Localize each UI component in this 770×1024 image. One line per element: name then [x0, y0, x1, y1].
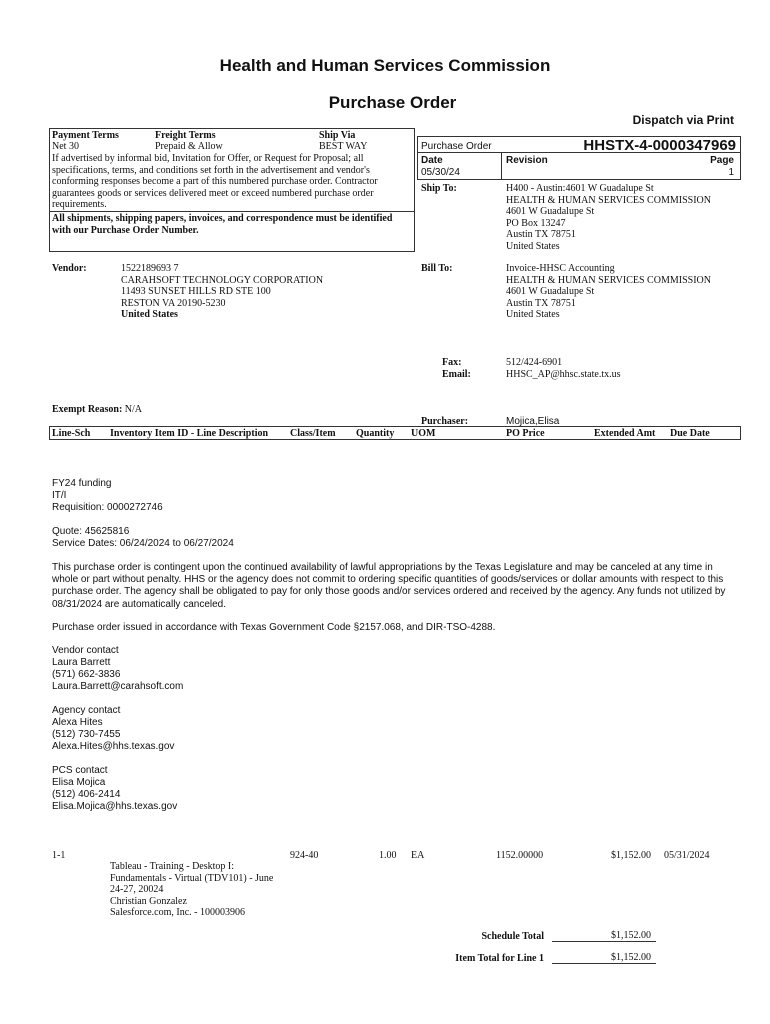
revision-label: Revision — [506, 155, 548, 166]
document-title: Purchase Order — [328, 93, 457, 112]
item-quantity: 1.00 — [379, 850, 397, 861]
bill-to-line: Invoice-HHSC Accounting — [506, 263, 615, 274]
col-due-date: Due Date — [670, 428, 710, 439]
vendor-contact-line: (571) 662-3836 — [52, 669, 121, 680]
ship-to-line: United States — [506, 240, 560, 252]
vendor-line: RESTON VA 20190-5230 — [121, 297, 226, 309]
pcs-contact-line: Elisa.Mojica@hhs.texas.gov — [52, 801, 178, 812]
vendor-contact-line: Vendor contact — [52, 645, 119, 656]
col-item-desc: Inventory Item ID - Line Description — [110, 428, 269, 439]
dispatch-label: Dispatch via Print — [632, 113, 734, 127]
note-line: Service Dates: 06/24/2024 to 06/27/2024 — [52, 538, 234, 549]
shipment-notice: All shipments, shipping papers, invoices, and correspondence must be identified with our Purchase Order Number. — [52, 213, 393, 236]
bill-to-label: Bill To: — [421, 263, 453, 274]
vendor-label: Vendor: — [52, 263, 87, 274]
agency-title: Health and Human Services Commission — [219, 56, 551, 75]
item-description-line: Christian Gonzalez — [110, 895, 187, 907]
fax-value: 512/424-6901 — [506, 357, 563, 368]
item-description-line: Salesforce.com, Inc. - 100003906 — [110, 907, 245, 918]
page-label: Page — [710, 155, 734, 166]
fax-label: Fax: — [442, 357, 462, 368]
ship-to-label: Ship To: — [421, 183, 457, 194]
terms-divider — [49, 211, 414, 212]
ship-to-line: Austin TX 78751 — [506, 229, 576, 240]
ship-via-value: BEST WAY — [319, 141, 368, 152]
exempt-reason-label: Exempt Reason: — [52, 404, 123, 415]
vendor-line: 1522189693 7 — [121, 263, 179, 274]
contingency-paragraph: This purchase order is contingent upon the continued availability of lawful appropriations by the Texas Legislature and may be canceled at any time in whole or part without penalty. HHS or the agency does not commit to ordering specific quantities of goods/services or dollar amounts with respect to this purchase order. The agency shall be obligated to pay for only those goods and/or services ordered and received by the agency. Any funds not utilized by 08/31/2024 are automatically canceled. — [52, 562, 726, 610]
pcs-contact-line: PCS contact — [52, 765, 108, 776]
freight-terms-value: Prepaid & Allow — [155, 141, 223, 152]
item-total-label: Item Total for Line 1 — [455, 953, 544, 964]
item-description-line: Fundamentals - Virtual (TDV101) - June — [110, 872, 274, 884]
email-value: HHSC_AP@hhsc.state.tx.us — [506, 369, 621, 380]
vendor-contact-line: Laura.Barrett@carahsoft.com — [52, 681, 184, 692]
item-po-price: 1152.00000 — [496, 850, 544, 861]
terms-notice: If advertised by informal bid, Invitation for Offer, or Request for Proposal; all specifications, terms, and conditions set forth in the advertisement and vendor's conforming responses become a part of this numbered purchase order. Contractor guarantees goods or services delivered meet or exceed numbered purchase order requirements. — [52, 153, 378, 210]
page-value: 1 — [728, 167, 734, 178]
col-class-item: Class/Item — [290, 428, 336, 439]
bill-to-line: United States — [506, 309, 560, 320]
item-description-line: 24-27, 20024 — [110, 884, 164, 895]
vendor-line: 11493 SUNSET HILLS RD STE 100 — [121, 286, 271, 297]
po-label: Purchase Order — [421, 141, 492, 152]
col-line-sch: Line-Sch — [52, 428, 91, 439]
note-line: FY24 funding — [52, 478, 112, 489]
freight-terms-label: Freight Terms — [155, 130, 216, 141]
issued-statement: Purchase order issued in accordance with Texas Government Code §2157.068, and DIR-TSO-4288. — [52, 622, 496, 633]
note-line: IT/I — [52, 490, 67, 501]
vendor-line: United States — [121, 309, 178, 320]
col-uom: UOM — [411, 428, 436, 439]
item-description-line: Tableau - Training - Desktop I: — [110, 861, 235, 872]
bill-to-line: HEALTH & HUMAN SERVICES COMMISSION — [506, 274, 711, 286]
ship-via-label: Ship Via — [319, 130, 356, 141]
note-line: Requisition: 0000272746 — [52, 502, 163, 513]
exempt-reason — [52, 404, 142, 416]
item-total-underline — [552, 963, 656, 964]
vendor-line: CARAHSOFT TECHNOLOGY CORPORATION — [121, 274, 324, 286]
vendor-contact-line: Laura Barrett — [52, 657, 111, 668]
payment-terms-label: Payment Terms — [52, 130, 119, 141]
purchaser-label: Purchaser: — [421, 416, 469, 427]
ship-to-line: PO Box 13247 — [506, 217, 566, 229]
agency-contact-line: (512) 730-7455 — [52, 729, 121, 740]
bill-to-line: 4601 W Guadalupe St — [506, 286, 595, 297]
agency-contact-line: Alexa.Hites@hhs.texas.gov — [52, 741, 175, 752]
payment-terms-value: Net 30 — [52, 141, 79, 152]
agency-contact-line: Agency contact — [52, 705, 121, 716]
note-line: Quote: 45625816 — [52, 526, 130, 537]
ship-to-line: HEALTH & HUMAN SERVICES COMMISSION — [506, 194, 711, 206]
pcs-contact-line: (512) 406-2414 — [52, 789, 121, 800]
schedule-total-underline — [552, 941, 656, 942]
po-vertical-divider — [501, 152, 502, 179]
date-value: 05/30/24 — [421, 167, 460, 178]
email-label: Email: — [442, 369, 471, 380]
purchaser-value: Mojica,Elisa — [506, 416, 560, 427]
ship-to-line: 4601 W Guadalupe St — [506, 206, 595, 217]
schedule-total-value: $1,152.00 — [611, 930, 651, 941]
col-extended-amt: Extended Amt — [594, 428, 656, 439]
col-quantity: Quantity — [356, 428, 395, 439]
item-uom: EA — [411, 850, 425, 861]
agency-contact-line: Alexa Hites — [52, 717, 103, 728]
date-label: Date — [421, 155, 443, 166]
pcs-contact-line: Elisa Mojica — [52, 777, 106, 788]
ship-to-line: H400 - Austin:4601 W Guadalupe St — [506, 183, 654, 194]
bill-to-line: Austin TX 78751 — [506, 297, 576, 309]
col-po-price: PO Price — [506, 428, 545, 439]
item-extended-amt: $1,152.00 — [611, 850, 651, 861]
exempt-reason-value: N/A — [124, 404, 143, 415]
item-due-date: 05/31/2024 — [664, 850, 710, 861]
schedule-total-label: Schedule Total — [481, 931, 544, 942]
item-total-value: $1,152.00 — [611, 952, 651, 963]
item-line-sch: 1-1 — [52, 850, 66, 861]
po-number: HHSTX-4-0000347969 — [583, 137, 736, 154]
item-class: 924-40 — [290, 850, 319, 861]
